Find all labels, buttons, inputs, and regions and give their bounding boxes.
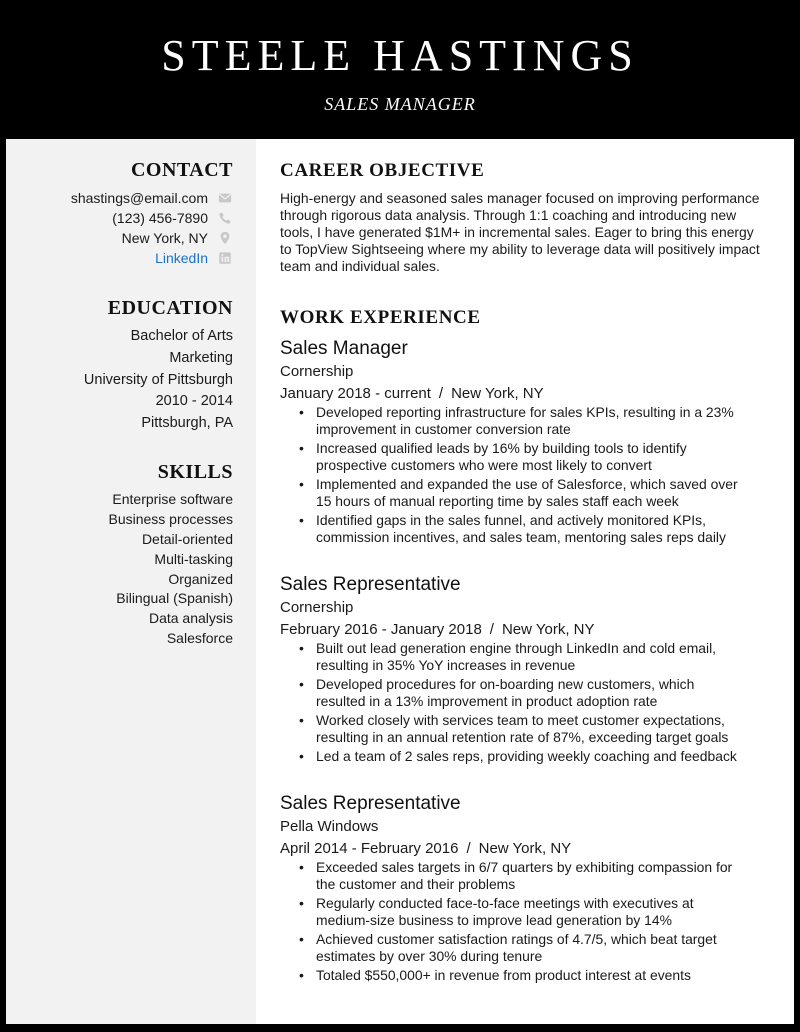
contact-location-text: New York, NY xyxy=(121,230,208,246)
envelope-icon xyxy=(217,190,233,206)
objective-heading: CAREER OBJECTIVE xyxy=(280,160,485,181)
education-heading: EDUCATION xyxy=(107,297,233,319)
skills-list xyxy=(6,490,233,649)
skill-item: Bilingual (Spanish) xyxy=(116,590,233,607)
phone-icon xyxy=(217,210,233,226)
job-dates: April 2014 - February 2016 xyxy=(280,840,459,857)
bullet-item: • Worked closely with services team to meet customer expectations, resulting in an annual retention rate of 87%, exceeding target goals xyxy=(280,712,746,746)
job-dates: January 2018 - current xyxy=(280,385,431,402)
skills-heading: SKILLS xyxy=(157,461,233,483)
linkedin-link[interactable]: LinkedIn xyxy=(155,250,208,266)
experience-heading: WORK EXPERIENCE xyxy=(280,307,481,328)
education-school: University of Pittsburgh xyxy=(83,371,233,388)
resume-header xyxy=(0,0,800,139)
skill-item: Enterprise software xyxy=(112,491,233,507)
sidebar xyxy=(6,139,256,1024)
job-company: Pella Windows xyxy=(280,818,379,835)
separator: / xyxy=(489,621,494,638)
objective-text: High-energy and seasoned sales manager focused on improving performance through rigorous data analysis. Through 1:1 coaching and introducing new tools, I have generated $1M+ in incremental sales. Eager to bring this energy to TopView Sightseeing where my ability to leverage data will positively impact team and individual sales. xyxy=(280,190,760,274)
contact-section xyxy=(6,159,233,182)
map-pin-icon xyxy=(217,230,233,246)
contact-location xyxy=(6,228,233,248)
job-company: Cornership xyxy=(280,363,354,380)
job-location: New York, NY xyxy=(451,385,544,402)
main-content xyxy=(256,139,794,1024)
bullet-item: • Identified gaps in the sales funnel, and actively monitored KPIs, commission incentives, and sales team, mentoring sales reps daily xyxy=(280,512,746,546)
education-location: Pittsburgh, PA xyxy=(141,415,233,432)
separator: / xyxy=(466,840,471,857)
education-major: Marketing xyxy=(169,349,233,366)
job-location: New York, NY xyxy=(478,840,572,857)
contact-phone-text: (123) 456-7890 xyxy=(112,210,208,226)
linkedin-icon xyxy=(217,250,233,266)
job-location: New York, NY xyxy=(501,621,595,638)
skill-item: Organized xyxy=(168,570,233,587)
bullet-item: • Achieved customer satisfaction ratings of 4.7/5, which beat target estimates by over 30% during tenure xyxy=(280,931,746,965)
job-title: Sales Manager xyxy=(280,338,408,359)
bullet-item: • Increased qualified leads by 16% by building tools to identify prospective customers who were most likely to convert xyxy=(280,440,746,474)
contact-email-text: shastings@email.com xyxy=(70,190,208,206)
job-title: Sales Representative xyxy=(280,574,461,595)
education-years: 2010 - 2014 xyxy=(155,393,233,410)
bullet-item: • Developed reporting infrastructure for sales KPIs, resulting in a 23% improvement in customer conversion rate xyxy=(280,404,746,438)
education-section xyxy=(6,297,233,320)
bullet-item: • Exceeded sales targets in 6/7 quarters by exhibiting compassion for the customer and their problems xyxy=(280,859,746,893)
contact-phone[interactable] xyxy=(6,208,233,228)
candidate-title: SALES MANAGER xyxy=(324,94,476,114)
job-meta xyxy=(280,384,780,404)
skill-item: Business processes xyxy=(108,510,233,527)
contact-linkedin[interactable] xyxy=(6,248,233,268)
bullet-item: • Developed procedures for on-boarding new customers, which resulted in a 13% improvement in product adoption rate xyxy=(280,676,746,710)
bullet-item: • Built out lead generation engine through LinkedIn and cold email, resulting in 35% YoY increases in revenue xyxy=(280,640,746,674)
job-dates: February 2016 - January 2018 xyxy=(280,621,482,638)
job-entry xyxy=(280,574,780,767)
job-entry xyxy=(280,793,780,986)
bullet-item: • Regularly conducted face-to-face meetings with executives at medium-size business to improve lead generation by 14% xyxy=(280,895,746,929)
skill-item: Data analysis xyxy=(148,610,233,627)
candidate-name: STEELE HASTINGS xyxy=(161,31,639,80)
job-meta xyxy=(280,839,780,859)
job-title: Sales Representative xyxy=(280,793,461,814)
job-entry xyxy=(280,338,780,548)
contact-list xyxy=(6,188,233,268)
skill-item: Detail-oriented xyxy=(141,530,233,547)
skill-item: Multi-tasking xyxy=(154,550,233,567)
skills-section xyxy=(6,461,233,484)
bullet-item: • Led a team of 2 sales reps, providing weekly coaching and feedback xyxy=(280,748,746,765)
job-meta xyxy=(280,620,780,640)
job-bullets xyxy=(280,640,780,765)
job-bullets xyxy=(280,404,780,546)
education-degree: Bachelor of Arts xyxy=(130,328,233,344)
contact-email[interactable] xyxy=(6,188,233,208)
education-details xyxy=(6,326,233,435)
contact-heading: CONTACT xyxy=(130,159,233,181)
job-company: Cornership xyxy=(280,599,354,616)
bullet-item: • Totaled $550,000+ in revenue from product interest at events xyxy=(280,967,746,984)
separator: / xyxy=(438,385,444,402)
skill-item: Salesforce xyxy=(166,630,233,647)
bullet-item: • Implemented and expanded the use of Salesforce, which saved over 15 hours of manual reporting time by sales staff each week xyxy=(280,476,746,510)
job-bullets xyxy=(280,859,780,984)
